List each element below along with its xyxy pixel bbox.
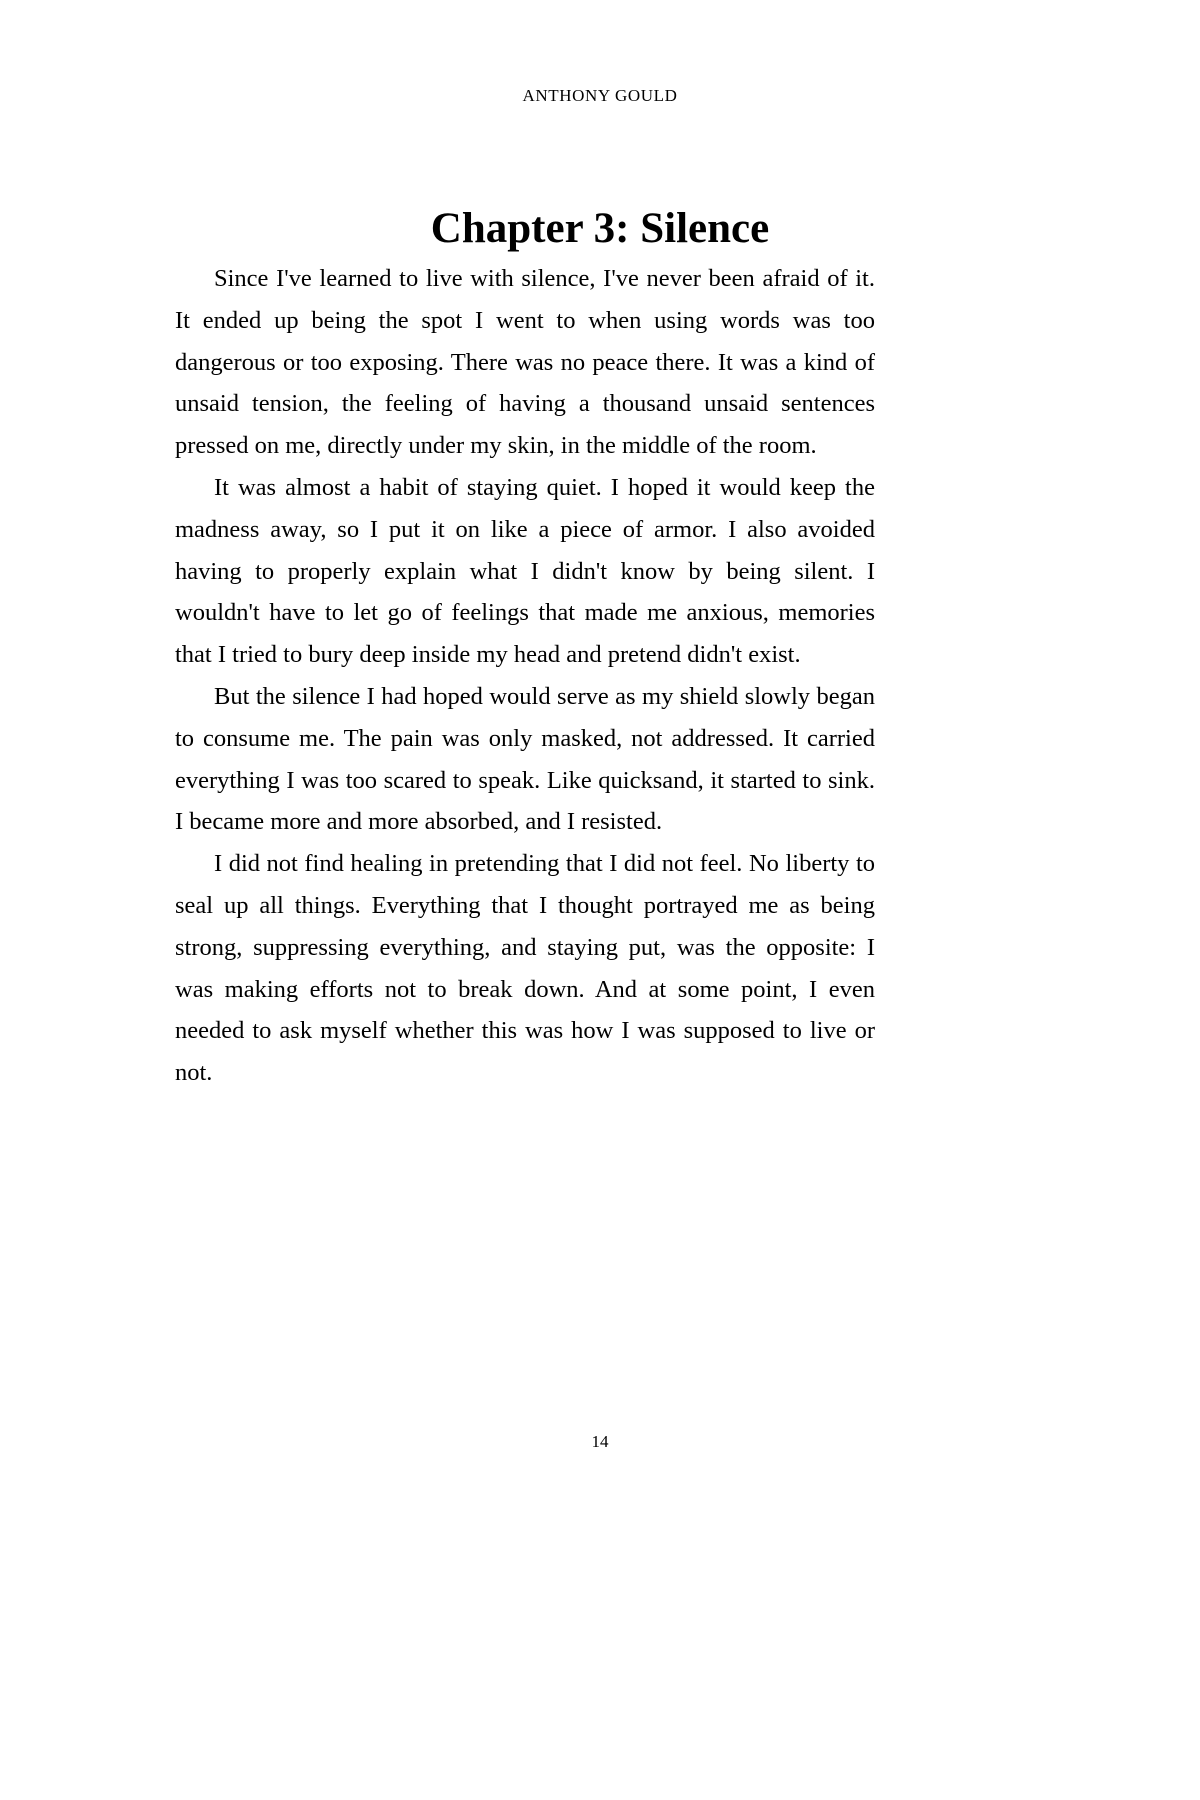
- running-header: ANTHONY GOULD: [522, 86, 678, 105]
- body-text: [175, 258, 875, 1094]
- page-number: 14: [591, 1432, 609, 1451]
- paragraph: Since I've learned to live with silence, I've never been afraid of it. It ended up being the spot I went to when using words was too dangerous or too exposing. There was no peace there. It was a kind of unsaid tension, the feeling of having a thousand unsaid sentences pressed on me, directly under my skin, in the middle of the room.: [175, 265, 875, 460]
- chapter-title: Chapter 3: Silence: [430, 204, 770, 252]
- paragraph: It was almost a habit of staying quiet. I hoped it would keep the madness away, so I put it on like a piece of armor. I also avoided having to properly explain what I didn't know by being silent. I wouldn't have to let go of feelings that made me anxious, memories that I tried to bury deep inside my head and pretend didn't exist.: [175, 473, 875, 669]
- paragraph: But the silence I had hoped would serve as my shield slowly began to consume me. The pain was only masked, not addressed. It carried everything I was too scared to speak. Like quicksand, it started to sink. I became more and more absorbed, and I resisted.: [175, 682, 875, 836]
- paragraph: I did not find healing in pretending that I did not feel. No liberty to seal up all things. Everything that I thought portrayed me as being strong, suppressing everything, and staying put, was the opposite: I was making efforts not to break down. And at some point, I even needed to ask myself whether this was how I was supposed to live or not.: [175, 850, 875, 1087]
